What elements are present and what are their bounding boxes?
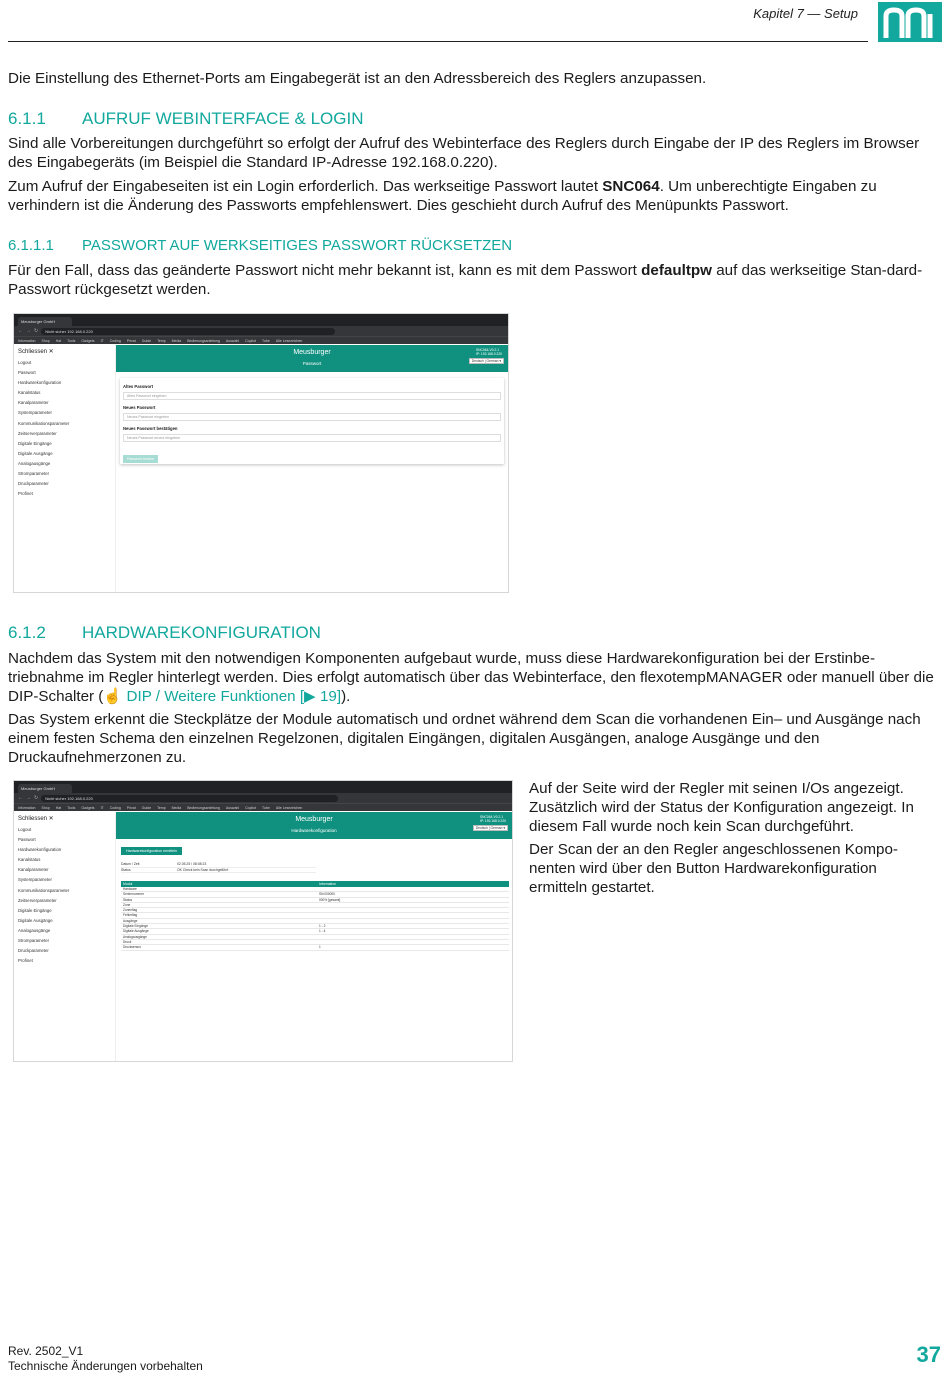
bookmark[interactable]: Media (171, 338, 182, 343)
new-password-field[interactable]: Neues Passwort eingeben (123, 413, 501, 421)
bookmarks-bar (14, 336, 508, 344)
app-header (116, 812, 512, 839)
sidebar-item-hardwarekonfiguration[interactable]: Hardwarekonfiguration (18, 847, 62, 853)
paragraph-webinterface: Sind alle Vorbereitungen durchgeführt so erfolgt der Aufruf des Webinterface des Reglers durch Eingabe der IP des Reglers im Browser des Eingabegeräts (im Beispiel die Standard IP-Adresse 192.168.0.220). (8, 135, 920, 172)
sidebar-item-passwort[interactable]: Passwort (18, 370, 36, 376)
old-password-field[interactable]: Altes Passwort eingeben (123, 392, 501, 400)
brand-title: Meusburger (293, 349, 331, 356)
section-heading-6-1-1 (8, 109, 363, 129)
text: auf das werkseitige Stan-dard-Passwort rückgesetzt werden. (8, 262, 923, 299)
column-header: Information (319, 882, 336, 886)
device-version: SNC064-V0.2.1 (475, 348, 500, 352)
bookmark[interactable]: Information (18, 805, 36, 810)
app-header (116, 345, 508, 372)
sidebar-item-analogausgaenge[interactable]: Analogausgänge (18, 927, 51, 933)
page-number: 37 (916, 1342, 941, 1367)
section-title: PASSWORT AUF WERKSEITIGES PASSWORT RÜCKSETZEN (82, 237, 513, 254)
side-paragraph-scan: Der Scan der an den Regler angeschlossenen Kompo-nenten wird über den Button Hardwarekonfiguration ermitteln gestartet. (529, 841, 898, 897)
bookmark[interactable]: Coding (109, 805, 121, 810)
chapter-header: Kapitel 7 — Setup (753, 6, 858, 21)
text: ). (341, 688, 351, 706)
paragraph-login (8, 177, 938, 215)
bookmark[interactable]: IT (100, 805, 104, 810)
cell: Fehlerflag (123, 913, 138, 918)
cell: 1 (319, 945, 321, 950)
address-bar[interactable]: Nicht sicher 192.168.0.220 (41, 328, 335, 335)
sidebar-item-digitale-ausgaenge[interactable]: Digitale Ausgänge (18, 450, 53, 456)
bookmark[interactable]: Gadgets (81, 338, 95, 343)
old-password-label: Altes Passwort (123, 384, 154, 389)
paragraph-hardware (8, 649, 938, 707)
bookmark[interactable]: Bedienungsanleitung (187, 338, 220, 343)
sidebar-item-stromparameter[interactable]: Stromparameter (18, 938, 50, 944)
cell: Analogausgänge (123, 934, 147, 939)
bookmark[interactable]: Gadgets (81, 805, 95, 810)
sidebar-item-kanalstatus[interactable]: Kanalstatus (18, 857, 41, 863)
bookmark[interactable]: Tools (67, 805, 76, 810)
text: Für den Fall, dass das geänderte Passwort nicht mehr bekannt ist, kann es mit dem Passwort (8, 262, 642, 279)
browser-tabbar (14, 781, 512, 793)
bookmark[interactable]: Tube (262, 805, 270, 810)
sidebar-item-hardwarekonfiguration[interactable]: Hardwarekonfiguration (18, 380, 62, 386)
reload-icon[interactable]: ↻ (34, 328, 39, 334)
bookmark[interactable]: Copilot (245, 805, 257, 810)
status-key: Datum / Zeit (121, 862, 140, 866)
device-ip: IP: 192.168.0.220 (475, 352, 502, 356)
header-rule (8, 41, 868, 42)
text: . Um unberechtigte Eingaben zu verhindern ist die Änderung des Passworts empfehlenswert. Dies geschieht durch Aufruf des Menüpunkts Passwort. (8, 178, 877, 215)
sidebar-item-kommunikationsparameter[interactable]: Kommunikationsparameter (18, 887, 70, 893)
section-number: 6.1.1 (8, 109, 46, 128)
bookmark[interactable]: Media (171, 805, 182, 810)
bookmark[interactable]: Tools (67, 338, 76, 343)
cell: Druck (123, 939, 132, 944)
screenshot-hardware (13, 780, 513, 1062)
cell: 1 - 2 (319, 924, 326, 929)
footer-revision (8, 1344, 203, 1374)
text: Zum Aufruf der Eingabeseiten ist ein Login erforderlich. Das werkseitige Passwort lautet (8, 178, 603, 195)
bookmark[interactable]: Shop (41, 805, 50, 810)
device-info (480, 815, 506, 823)
bookmark[interactable]: Alle Lesezeichen (275, 338, 303, 343)
paragraph-reset (8, 261, 938, 299)
sidebar-item-stromparameter[interactable]: Stromparameter (18, 471, 50, 477)
sidebar-item-druckparameter[interactable]: Druckparameter (18, 948, 49, 954)
bookmark[interactable]: Temp (157, 338, 166, 343)
forward-icon[interactable]: → (26, 795, 31, 801)
changes-note: Technische Änderungen vorbehalten (8, 1359, 203, 1373)
bookmark[interactable]: Tube (262, 338, 270, 343)
app-main (116, 812, 512, 1061)
sidebar-item-kanalparameter[interactable]: Kanalparameter (18, 867, 49, 873)
section-number: 6.1.2 (8, 623, 46, 642)
bookmark[interactable]: Privat (126, 805, 136, 810)
app-main (116, 345, 508, 592)
dip-functions-link[interactable]: ☝ DIP / Weitere Funktionen [▶ 19] (103, 688, 342, 706)
status-value: OK Check kein Scan durchgeführt (177, 867, 229, 872)
sidebar-item-systemparameter[interactable]: Systemparameter (18, 877, 52, 883)
paragraph-scan: Das System erkennt die Steckplätze der Module automatisch und ordnet während dem Scan die vorhandenen Ein– und Ausgänge nach einem festen Schema den einzelnen Regelzonen, digitalen Eingängen, digitalen Ausgängen, analoge Ausgänge und den Druckaufnehmerzonen zu. (8, 711, 921, 767)
sidebar-item-logout[interactable]: Logout (18, 360, 32, 365)
change-password-button[interactable]: Passwort ändern (123, 455, 158, 463)
sidebar-item-digitale-eingaenge[interactable]: Digitale Eingänge (18, 907, 52, 913)
back-icon[interactable]: ← (18, 328, 23, 334)
revision-label: Rev. 2502_V1 (8, 1344, 84, 1358)
bookmark[interactable]: Auswahl (225, 338, 240, 343)
cell: Digitale Eingänge (123, 924, 148, 929)
device-info (476, 348, 502, 356)
sidebar-item-analogausgaenge[interactable]: Analogausgänge (18, 460, 51, 466)
cell: Drucksensor (123, 945, 141, 950)
sidebar-close-button[interactable]: Schliessen ✕ (18, 349, 54, 355)
bookmark[interactable]: Information (18, 338, 36, 343)
section-title: AUFRUF WEBINTERFACE & LOGIN (82, 109, 364, 128)
sidebar-item-zeitserverparameter[interactable]: Zeitserverparameter (18, 430, 57, 436)
reset-password: defaultpw (641, 262, 712, 279)
sidebar-item-kanalstatus[interactable]: Kanalstatus (18, 390, 41, 396)
side-paragraph-status: Auf der Seite wird der Regler mit seinen I/Os angezeigt. Zusätzlich wird der Status der Konfiguration angezeigt. In diesem Fall wurde noch kein Scan durchgeführt. (529, 780, 914, 836)
sidebar-item-digitale-ausgaenge[interactable]: Digitale Ausgänge (18, 917, 53, 923)
back-icon[interactable]: ← (18, 795, 23, 801)
cell: Seriennummer (123, 892, 144, 897)
app-sidebar (14, 345, 116, 592)
cell: Zone (123, 902, 131, 907)
intro-paragraph: Die Einstellung des Ethernet-Ports am Eingabegerät ist an den Adressbereich des Reglers anzupassen. (8, 70, 707, 87)
confirm-password-label: Neues Passwort bestätigen (123, 426, 178, 431)
web-app (14, 812, 512, 1061)
bookmark[interactable]: Auswahl (225, 805, 240, 810)
page-title: Hardwarekonfiguration (291, 828, 337, 833)
status-row (121, 868, 316, 874)
sidebar-close-button[interactable]: Schliessen ✕ (18, 816, 54, 822)
web-app (14, 345, 508, 592)
bookmark[interactable]: Guide (141, 338, 152, 343)
brand-title: Meusburger (295, 816, 333, 823)
section-heading-6-1-2 (8, 623, 321, 643)
cell: Digitale Ausgänge (123, 929, 149, 934)
text: Nachdem das System mit den notwendigen Komponenten aufgebaut wurde, muss diese Hardwarekonfiguration bei der Erstinbe-triebnahme im Regler hinterlegt werden. Dies erfolgt automatisch über das Webinterface, den flexotempMANAGER oder manuell über die DIP-Schalter ( (8, 650, 934, 706)
screenshot-password (13, 313, 509, 593)
sidebar-item-systemparameter[interactable]: Systemparameter (18, 410, 52, 416)
address-bar[interactable]: Nicht sicher 192.168.0.220 (41, 795, 337, 802)
status-value: 02.05.25 / 08:08:23 (177, 862, 207, 866)
cell: Zonenflag (123, 908, 138, 913)
cell: 1 - 4 (319, 929, 326, 934)
meusburger-logo (878, 2, 942, 42)
section-heading-6-1-1-1 (8, 236, 512, 256)
browser-tabbar (14, 314, 508, 326)
device-ip: IP: 192.168.0.220 (479, 819, 506, 823)
password-card (120, 378, 504, 464)
device-version: SNC064-V0.2.1 (479, 815, 504, 819)
bookmark[interactable]: IT (100, 338, 104, 343)
sidebar-item-passwort[interactable]: Passwort (18, 837, 36, 843)
column-header: Modul (123, 882, 133, 886)
sidebar-item-kommunikationsparameter[interactable]: Kommunikationsparameter (18, 420, 70, 426)
sidebar-item-digitale-eingaenge[interactable]: Digitale Eingänge (18, 440, 52, 446)
reload-icon[interactable]: ↻ (34, 795, 39, 801)
default-password: SNC064 (602, 178, 660, 195)
scan-hardware-button[interactable]: Hardwarekonfiguration ermitteln (121, 847, 182, 855)
bookmark[interactable]: Hat (55, 805, 62, 810)
confirm-password-field[interactable]: Neues Passwort erneut eingeben (123, 434, 501, 442)
sidebar-item-kanalparameter[interactable]: Kanalparameter (18, 400, 49, 406)
browser-tab[interactable]: Meusburger GmbH (18, 317, 72, 326)
bookmark[interactable]: Hat (55, 338, 62, 343)
bookmark[interactable]: Privat (126, 338, 136, 343)
cell: Hardware (123, 887, 137, 891)
bookmarks-bar (14, 803, 512, 811)
cell: Status (123, 897, 133, 902)
sidebar-item-zeitserverparameter[interactable]: Zeitserverparameter (18, 897, 57, 903)
new-password-label: Neues Passwort (123, 405, 156, 410)
browser-tab[interactable]: Meusburger GmbH (18, 784, 72, 793)
bookmark[interactable]: Guide (141, 805, 152, 810)
browser-urlbar (14, 793, 512, 803)
forward-icon[interactable]: → (26, 328, 31, 334)
hardware-table (121, 881, 509, 951)
sidebar-item-druckparameter[interactable]: Druckparameter (18, 481, 49, 487)
section-title: HARDWAREKONFIGURATION (82, 623, 321, 642)
bookmark[interactable]: Copilot (245, 338, 257, 343)
app-sidebar (14, 812, 116, 1061)
bookmark[interactable]: Shop (41, 338, 50, 343)
bookmark[interactable]: Alle Lesezeichen (275, 805, 303, 810)
status-block (121, 862, 316, 873)
bookmark[interactable]: Bedienungsanleitung (187, 805, 220, 810)
status-key: Status (121, 867, 131, 872)
table-row (121, 945, 509, 950)
sidebar-item-profinet[interactable]: Profinet (18, 958, 33, 964)
browser-urlbar (14, 326, 508, 336)
cell: SN:000000 (319, 892, 335, 897)
page-title: Passwort (302, 361, 322, 366)
cell: 000% [gesamt] (319, 897, 341, 902)
section-number: 6.1.1.1 (8, 237, 54, 254)
sidebar-item-profinet[interactable]: Profinet (18, 491, 33, 497)
sidebar-item-logout[interactable]: Logout (18, 827, 32, 832)
language-select[interactable]: Deutsch | German ▾ (469, 358, 504, 364)
bookmark[interactable]: Temp (157, 805, 166, 810)
bookmark[interactable]: Coding (109, 338, 121, 343)
cell: Ausgänge (123, 918, 138, 923)
language-select[interactable]: Deutsch | German ▾ (473, 825, 508, 831)
